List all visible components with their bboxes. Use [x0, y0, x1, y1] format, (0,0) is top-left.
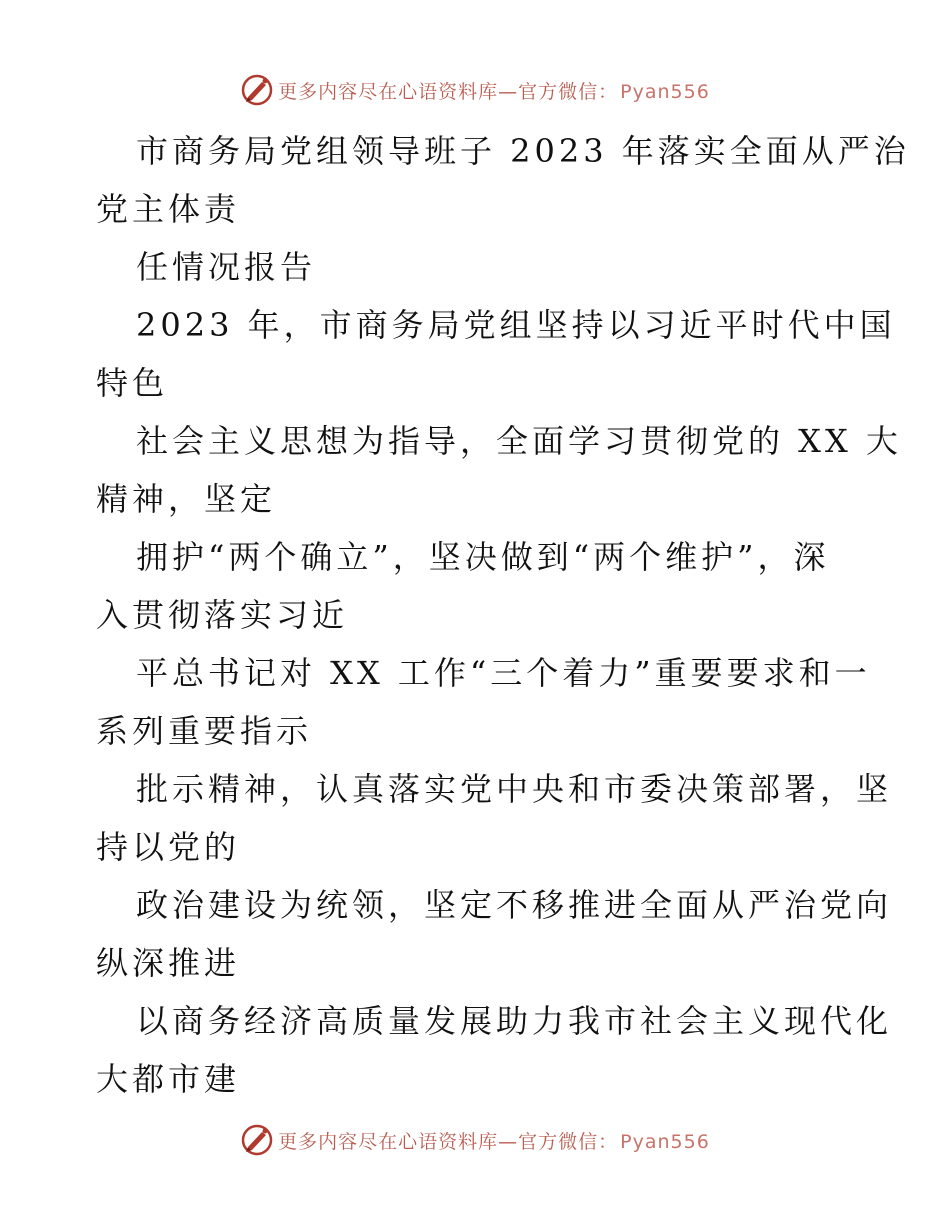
text-line: 市商务局党组领导班子 2023 年落实全面从严治 [136, 132, 910, 170]
text-line: 特色 [96, 364, 169, 402]
document-body [96, 122, 910, 1108]
wechat-id: Pyan556 [620, 1130, 710, 1153]
pen-logo-icon [240, 1123, 274, 1157]
text-line: 2023 年，市商务局党组坚持以习近平时代中国 [136, 306, 896, 344]
text-line: 系列重要指示 [96, 712, 313, 750]
text-line: 拥护“两个确立”，坚决做到“两个维护”，深 [136, 538, 830, 576]
text-line: 任情况报告 [136, 248, 317, 286]
pen-logo-icon [240, 73, 274, 107]
banner-text: 更多内容尽在心语资料库—官方微信： Pyan556 [278, 80, 710, 103]
header-watermark-banner [0, 70, 950, 110]
text-line: 政治建设为统领，坚定不移推进全面从严治党向 [136, 886, 893, 924]
text-line: 大都市建 [96, 1060, 241, 1098]
text-line: 以商务经济高质量发展助力我市社会主义现代化 [136, 1002, 893, 1040]
text-line: 党主体责 [96, 190, 241, 228]
text-line: 平总书记对 XX 工作“三个着力”重要要求和一 [136, 654, 871, 692]
text-line: 批示精神，认真落实党中央和市委决策部署，坚 [136, 770, 893, 808]
text-line: 纵深推进 [96, 944, 241, 982]
footer-watermark-banner [0, 1120, 950, 1160]
text-line: 社会主义思想为指导，全面学习贯彻党的 XX 大 [136, 422, 902, 460]
text-line: 持以党的 [96, 828, 241, 866]
text-line: 入贯彻落实习近 [96, 596, 349, 634]
wechat-id: Pyan556 [620, 80, 710, 103]
text-line: 精神，坚定 [96, 480, 277, 518]
banner-text: 更多内容尽在心语资料库—官方微信： Pyan556 [278, 1130, 710, 1153]
